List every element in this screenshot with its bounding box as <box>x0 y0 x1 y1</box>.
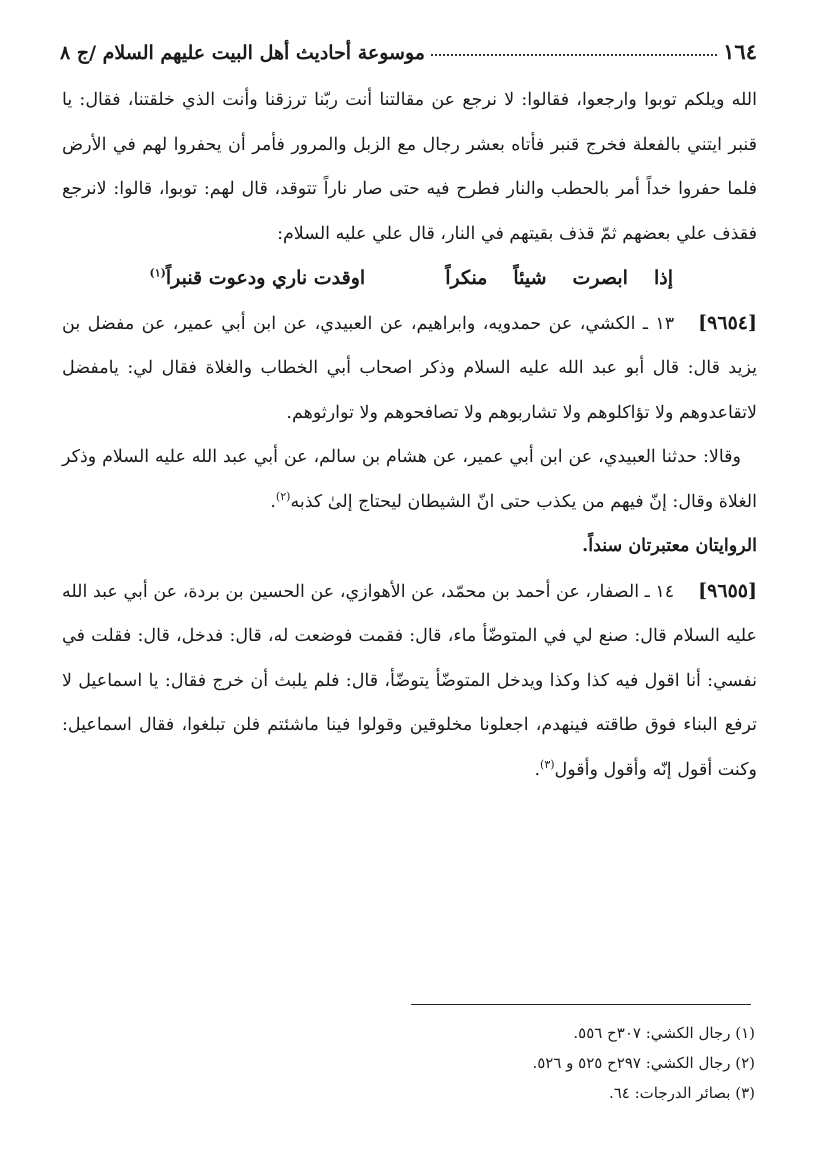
header-dot-leader <box>431 54 717 56</box>
verse-word: إذا <box>653 267 673 289</box>
verse-word: ابصرت <box>572 267 628 289</box>
hadith-number: [٩٦٥٥] <box>698 579 757 602</box>
verse-word: منكراً <box>445 267 488 289</box>
sentence-end: . <box>270 491 276 512</box>
page-body <box>62 78 757 792</box>
verse-second-hemistich <box>149 256 365 301</box>
footnote-ref: (٣) <box>540 757 555 771</box>
book-title: موسوعة أحاديث أهل البيت عليهم السلام /ج ٨ <box>60 42 425 64</box>
hadith-text: ١٣ ـ الكشي، عن حمدويه، وابراهيم، عن العبيدي، عن ابن أبي عمير، عن مفضل بن يزيد قال: قال أبو عبد الله عليه السلام وذكر اصحاب أبي الخطاب والغلاة فقال لي: يامفضل لاتقاعدوهم ولا تؤاكلوهم ولا تشاربوهم ولا تصافحوهم ولا توارثوهم. <box>62 313 757 423</box>
sentence-end: . <box>534 759 541 780</box>
hadith-text: ١٤ ـ الصفار، عن أحمد بن محمّد، عن الأهوازي، عن الحسين بن بردة، عن أبي عبد الله عليه السلام قال: صنع لي في المتوضّأ ماء، قال: فقمت فوضعت له، قال: فدخل، قال: فقلت في نفسي: أنا اقول فيه كذا وكذا ويدخل المتوضّأ يتوضّأ، قال: فلم يلبث أن خرج فقال: يا اسماعيل لا ترفع البناء فوق طاقته فينهدم، اجعلونا مخلوقين وقولوا فينا ماشئتم فلن تبلغوا، فقال اسماعيل: وكنت أقول إنّه وأقول وأقول <box>62 581 757 780</box>
hadith-number: [٩٦٥٤] <box>698 311 757 334</box>
footnote-ref: (١) <box>149 266 166 280</box>
poetry-verse <box>62 256 757 301</box>
footnote: (٢) رجال الكشي: ٢٩٧ح ٥٢٥ و ٥٢٦. <box>532 1054 755 1072</box>
paragraph-continuation: الله ويلكم توبوا وارجعوا، فقالوا: لا نرجع عن مقالتنا أنت ربّنا ترزقنا وأنت الذي خلقتنا، فقال: يا قنبر ايتني بالفعلة فخرج قنبر فأتاه بعشر رجال مع الزبل والمرور فأمر أن يحفروا لهم في الأرض فلما حفروا خداً أمر بالحطب والنار فطرح فيه حتى صار ناراً تتوقد، قال لهم: توبوا، قالوا: لانرجع فقذف علي بعضهم ثمّ قذف بقيتهم في النار، قال علي عليه السلام: <box>62 90 757 244</box>
footnote-ref: (٢) <box>275 489 291 503</box>
hadith-13-continuation <box>62 435 757 524</box>
hadith-13 <box>62 301 757 436</box>
verse-word: شيئاً <box>513 267 547 289</box>
verse-text: اوقدت ناري ودعوت قنبراً <box>165 267 366 289</box>
running-header <box>60 24 757 64</box>
footnote: (١) رجال الكشي: ٣٠٧ح ٥٥٦. <box>573 1024 755 1042</box>
chain-assessment: الروايتان معتبرتان سنداً. <box>582 536 757 556</box>
footnote: (٣) بصائر الدرجات: ٦٤. <box>608 1084 755 1102</box>
page-number: ١٦٤ <box>723 39 757 64</box>
hadith-14 <box>62 569 757 793</box>
footnote-divider <box>411 1004 751 1005</box>
footnotes <box>62 1018 755 1108</box>
hadith-text: وقالا: حدثنا العبيدي، عن ابن أبي عمير، عن هشام بن سالم، عن أبي عبد الله عليه السلام وذكر الغلاة وقال: إنّ فيهم من يكذب حتى انّ الشيطان ليحتاج إلىٰ كذبه <box>62 447 757 512</box>
